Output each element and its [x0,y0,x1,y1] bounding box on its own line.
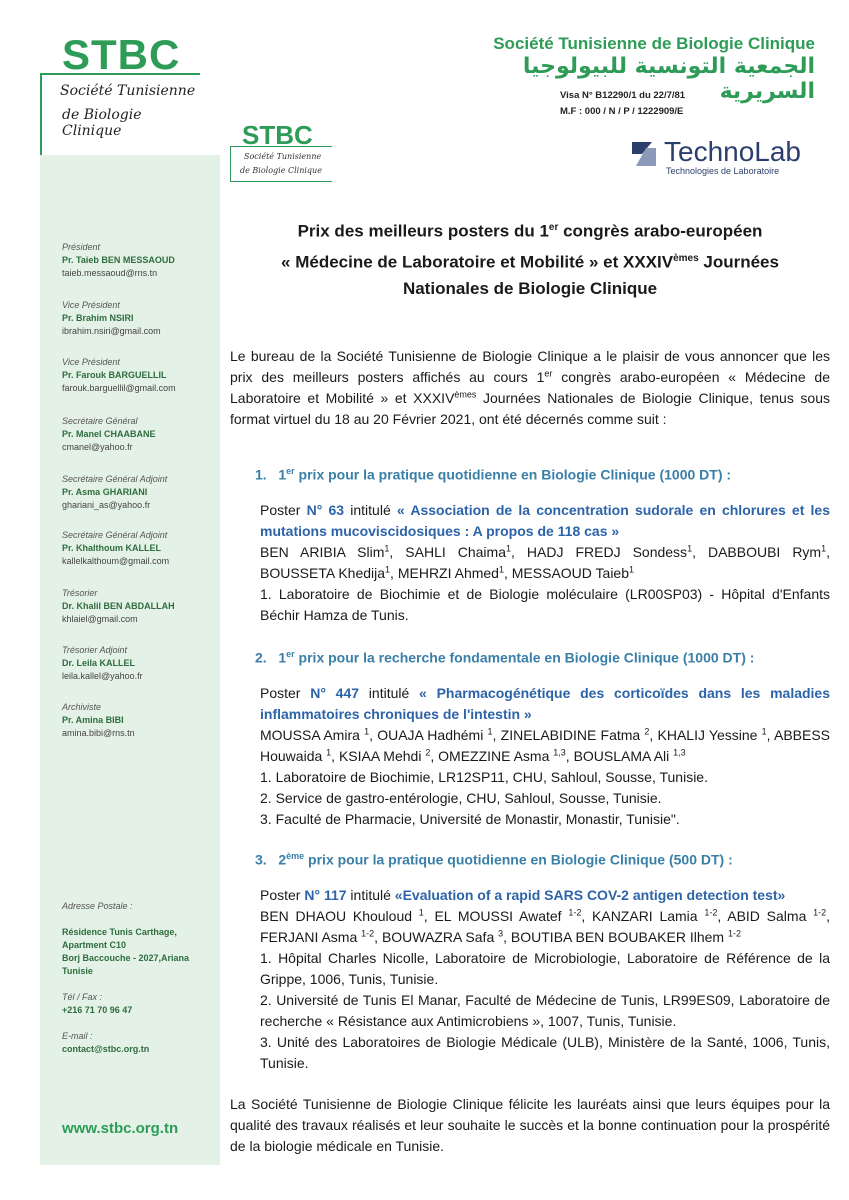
member-email[interactable]: khlaiel@gmail.com [62,614,138,624]
member-role: Trésorier [62,588,98,598]
member-name: Dr. Khalil BEN ABDALLAH [62,601,175,611]
affiliation: 1. Hôpital Charles Nicolle, Laboratoire de Microbiologie, Laboratoire de Référence de la Grippe, 1006, Tunis, Tunisie. [260,950,830,987]
address-label: Adresse Postale : [62,901,133,911]
member-email[interactable]: ghariani_as@yahoo.fr [62,500,151,510]
member-role: Trésorier Adjoint [62,645,128,655]
member-email[interactable]: farouk.barguellil@gmail.com [62,383,176,393]
poster-number: N° 63 [306,502,345,518]
member-role: Secrétaire Général [62,416,138,426]
member-role: Secrétaire Général Adjoint [62,530,168,540]
member-name: Pr. Farouk BARGUELLIL [62,370,167,380]
phone-label: Tél / Fax : [62,992,103,1002]
member-name: Pr. Brahim NSIRI [62,313,134,323]
phone-number: +216 71 70 96 47 [62,1005,133,1015]
prize-heading: 1. 1er prix pour la pratique quotidienne en Biologie Clinique (1000 DT) : [255,466,732,483]
society-name-fr: Société Tunisienne de Biologie Clinique [493,34,815,53]
board-member [62,241,175,280]
affiliation: 2. Service de gastro-entérologie, CHU, Sahloul, Sousse, Tunisie. [260,790,662,806]
member-role: Vice Président [62,300,120,310]
poster-entry: Poster N° 117 intitulé «Evaluation of a rapid SARS COV-2 antigen detection test» BEN DHAOU Khouloud $^1$, EL MOUSSI Awatef $^{1-2}$, KANZARI Lamia $^{1-2}$, ABID Salma $^{1-2}$, FERJANI Asma $^{1-2}$, BOUWAZRA Safa $^3$, BOUTIBA BEN BOUBAKER Ilhem $^{1-2}$ 1. Hôpital Charles Nicolle, Laboratoire de Microbiologie, Laboratoire de Référence de la Grippe, 1006, Tunis, Tunisie. 2. Université de Tunis El Manar, Faculté de Médecine de Tunis, LR99ES09, Laboratoire de recherche « Résistance aux Antimicrobiens », 1007, Tunis, Tunisie. 3. Unité des Laboratoires de Biologie Médicale (ULB), Ministère de la Santé, 1006, Tunis, Tunisie. [260,885,830,1074]
affiliation: 1. Laboratoire de Biochimie, LR12SP11, CHU, Sahloul, Sousse, Tunisie. [260,769,708,785]
logo-letters: STBC [62,31,181,78]
sidebar [40,155,220,1165]
member-name: Pr. Manel CHAABANE [62,429,156,439]
website-link[interactable]: www.stbc.org.tn [62,1120,179,1137]
poster-title: « Association de la concentration sudorale en chlorures et les mutations mucoviscidosiques : A propos de 118 cas » [260,502,831,539]
member-name: Dr. Leila KALLEL [62,658,136,668]
board-member [62,644,143,683]
contact-email[interactable]: contact@stbc.org.tn [62,1044,150,1054]
member-email[interactable]: cmanel@yahoo.fr [62,442,133,452]
technolab-name: TechnoLab [664,136,802,167]
member-name: Pr. Khalthoum KALLEL [62,543,161,553]
member-role: Secrétaire Général Adjoint [62,474,168,484]
registration-info [560,88,814,120]
closing-paragraph: La Société Tunisienne de Biologie Clinique félicite les lauréats ainsi que leurs équipes pour la qualité des travaux réalisés et leur souhaite le succès et la bonne continuation pour la prospérité de la biologie médicale en Tunisie. [230,1096,830,1154]
poster-authors: BEN ARIBIA Slim$^1$, SAHLI Chaima$^1$, HADJ FREDJ Sondess$^1$, DABBOUBI Rym$^1$, BOUSSETA Khedija$^1$, MEHRZI Ahmed$^1$, MESSAOUD Taieb$^1$ [260,543,830,581]
poster-title: «Evaluation of a rapid SARS COV-2 antigen detection test» [394,887,786,903]
member-role: Vice Président [62,357,120,367]
board-member [62,529,169,568]
address-line: Apartment C10 [62,940,127,950]
board-member [62,299,161,338]
postal-address [62,900,222,1056]
technolab-tagline: Technologies de Laboratoire [666,166,780,176]
poster-number: N° 447 [310,685,360,701]
poster-entry: Poster N° 63 intitulé « Association de la concentration sudorale en chlorures et les mutations mucoviscidosiques : A propos de 118 cas » BEN ARIBIA Slim$^1$, SAHLI Chaima$^1$, HADJ FREDJ Sondess$^1$, DABBOUBI Rym$^1$, BOUSSETA Khedija$^1$, MEHRZI Ahmed$^1$, MESSAOUD Taieb$^1$ 1. Laboratoire de Biochimie et de Biologie moléculaire (LR00SP03) - Hôpital d'Enfants Béchir Hamza de Tunis. [260,500,830,626]
prize-heading: 2. 1er prix pour la recherche fondamentale en Biologie Clinique (1000 DT) : [255,649,755,666]
member-name: Pr. Asma GHARIANI [62,487,148,497]
member-role: Archiviste [62,702,102,712]
address-line: Borj Baccouche - 2027,Ariana [62,953,190,963]
member-name: Pr. Amina BIBI [62,715,124,725]
member-email[interactable]: amina.bibi@rns.tn [62,728,135,738]
tax-id: M.F : 000 / N / P / 1222909/E [560,106,684,117]
intro-paragraph: Le bureau de la Société Tunisienne de Biologie Clinique a le plaisir de vous annoncer que les prix des meilleurs posters affichés au cours 1er congrès arabo-européen « Médecine de Laboratoire et Mobilité » et XXXIVèmes Journées Nationales de Biologie Clinique, tenus sous format virtuel du 18 au 20 Février 2021, ont été décernés comme suit : [230,348,831,427]
board-member [62,473,167,512]
technolab-logo [630,136,815,176]
stbc-logo-small [230,122,335,184]
address-line: Résidence Tunis Carthage, [62,927,177,937]
prize-heading: 3. 2ème prix pour la pratique quotidienne en Biologie Clinique (500 DT) : [255,851,733,868]
affiliation: 1. Laboratoire de Biochimie et de Biologie moléculaire (LR00SP03) - Hôpital d'Enfants Béchir Hamza de Tunis. [260,586,830,623]
address-line: Tunisie [62,966,93,976]
member-email[interactable]: ibrahim.nsiri@gmail.com [62,326,161,336]
technolab-mark-icon [630,138,658,168]
poster-entry: Poster N° 447 intitulé « Pharmacogénétique des corticoïdes dans les maladies inflammatoires chroniques de l'intestin » MOUSSA Amira $^1$, OUAJA Hadhémi $^1$, ZINELABIDINE Fatma $^2$, KHALIJ Yessine $^1$, ABBESS Houwaida $^1$, KSIAA Mehdi $^2$, OMEZZINE Asma $^{1,3}$, BOUSLAMA Ali $^{1,3}$ 1. Laboratoire de Biochimie, LR12SP11, CHU, Sahloul, Sousse, Tunisie. 2. Service de gastro-entérologie, CHU, Sahloul, Sousse, Tunisie. 3. Faculté de Pharmacie, Université de Monastir, Monastir, Tunisie". [260,683,830,830]
poster-number: N° 117 [304,887,347,903]
logo-small-letters: STBC [242,120,313,150]
board-member [62,701,135,740]
logo-small-line2: de Biologie Clinique [240,166,322,175]
logo-line1: Société Tunisienne [60,83,196,99]
email-label: E-mail : [62,1031,93,1041]
board-member [62,415,156,454]
poster-title: « Pharmacogénétique des corticoïdes dans les maladies inflammatoires chroniques de l'intestin » [260,685,831,722]
logo-small-line1: Société Tunisienne [244,152,322,161]
board-member [62,356,176,395]
member-name: Pr. Taieb BEN MESSAOUD [62,255,175,265]
board-member [62,587,175,626]
document-title: Prix des meilleurs posters du 1er congrès arabo-européen « Médecine de Laboratoire et Mobilité » et XXXIVèmes Journées Nationales de Biologie Clinique [281,221,779,299]
member-email[interactable]: kallelkalthoum@gmail.com [62,556,170,566]
poster-authors: MOUSSA Amira $^1$, OUAJA Hadhémi $^1$, ZINELABIDINE Fatma $^2$, KHALIJ Yessine $^1$, ABBESS Houwaida $^1$, KSIAA Mehdi $^2$, OMEZZINE Asma $^{1,3}$, BOUSLAMA Ali $^{1,3}$ [260,726,831,764]
affiliation: 3. Unité des Laboratoires de Biologie Médicale (ULB), Ministère de la Santé, 1006, Tunis, Tunisie. [260,1034,830,1071]
visa-number: Visa N° B12290/1 du 22/7/81 [560,90,686,101]
stbc-logo-main [40,31,202,139]
member-email[interactable]: leila.kallel@yahoo.fr [62,671,143,681]
affiliation: 3. Faculté de Pharmacie, Université de Monastir, Monastir, Tunisie". [260,811,680,827]
poster-authors: BEN DHAOU Khouloud $^1$, EL MOUSSI Awatef $^{1-2}$, KANZARI Lamia $^{1-2}$, ABID Salma $^{1-2}$, FERJANI Asma $^{1-2}$, BOUWAZRA Safa $^3$, BOUTIBA BEN BOUBAKER Ilhem $^{1-2}$ [260,907,831,945]
member-email[interactable]: taieb.messaoud@rns.tn [62,268,158,278]
society-name-ar: الجمعية التونسية للبيولوجيا السريرية [522,54,815,104]
affiliation: 2. Université de Tunis El Manar, Faculté de Médecine de Tunis, LR99ES09, Laboratoire de recherche « Résistance aux Antimicrobiens », 1007, Tunis, Tunisie. [260,992,830,1029]
member-role: Président [62,242,101,252]
logo-line2: de Biologie Clinique [62,107,142,139]
